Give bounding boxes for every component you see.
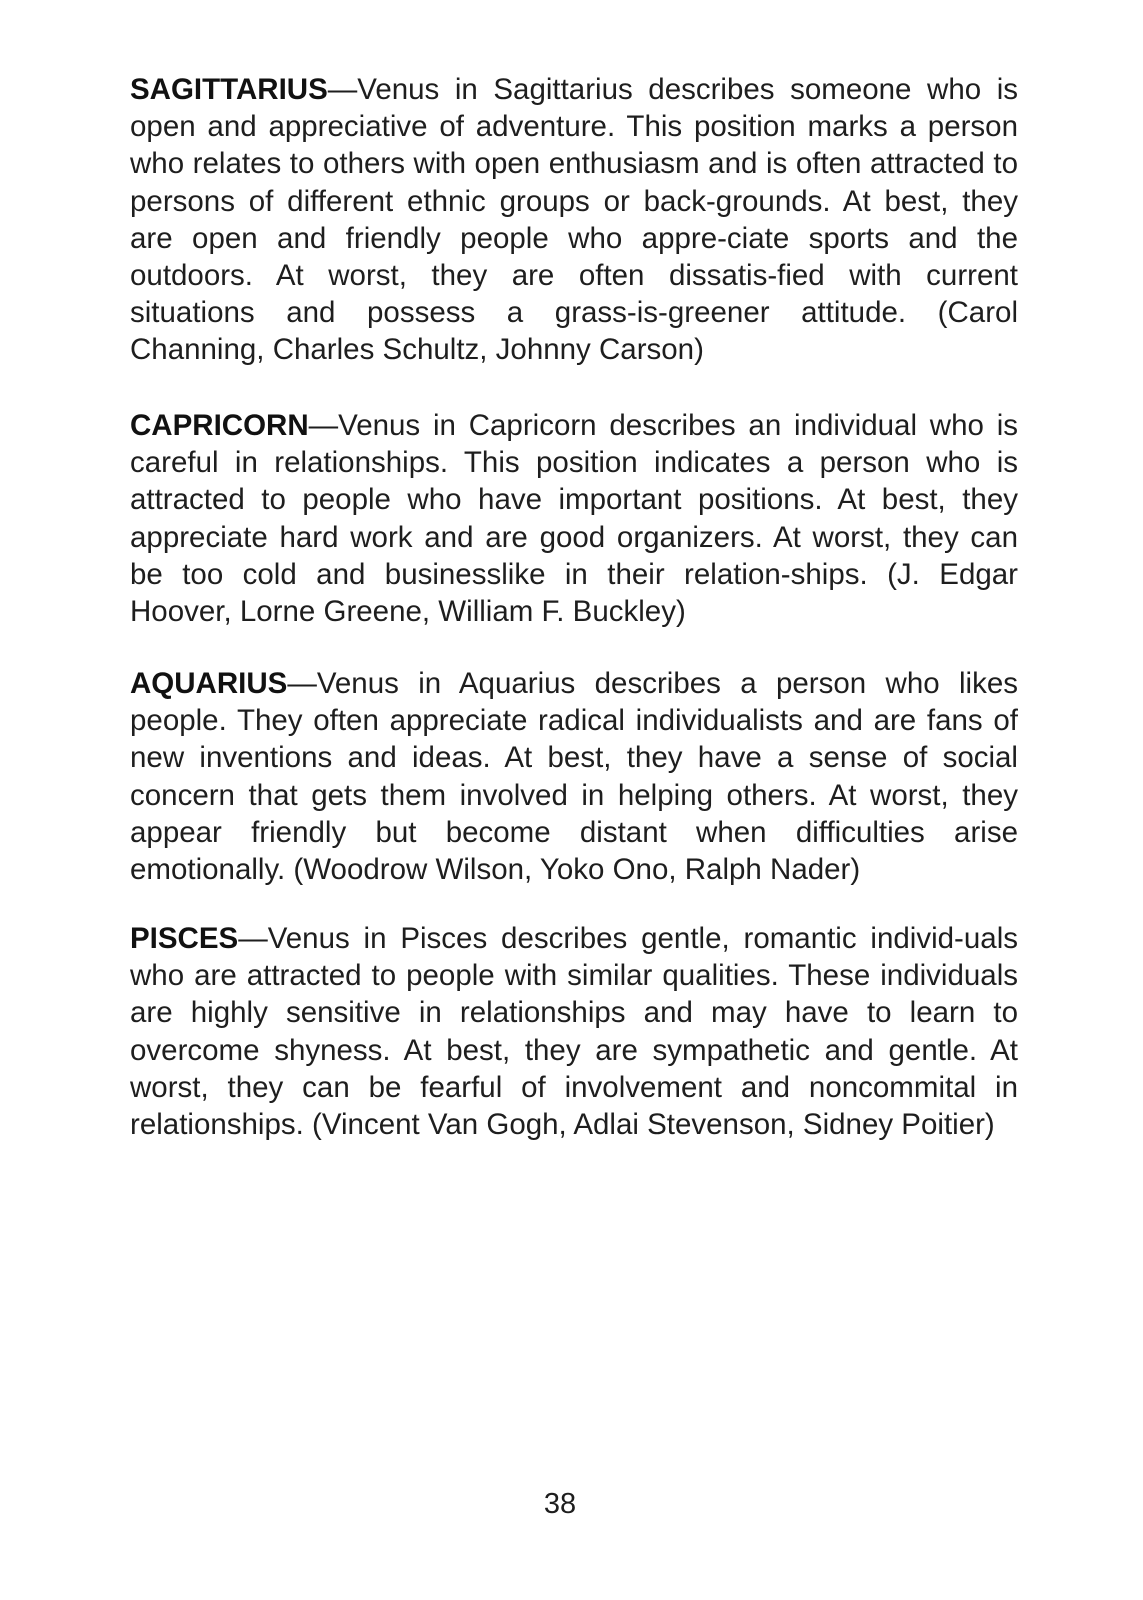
pisces-paragraph bbox=[130, 920, 1018, 1143]
aquarius-paragraph bbox=[130, 665, 1018, 888]
em-dash: — bbox=[308, 409, 339, 442]
sign-heading-aquarius: AQUARIUS bbox=[130, 667, 288, 700]
page-number: 38 bbox=[543, 1488, 577, 1520]
capricorn-paragraph bbox=[130, 407, 1018, 630]
sagittarius-paragraph bbox=[130, 71, 1018, 369]
em-dash: — bbox=[327, 73, 358, 106]
paragraph-text: Venus in Sagittarius describes someone who is open and appreciative of adventure. This position marks a person who relates to others with open enthusiasm and is often attracted to persons of different ethnic groups or back-grounds. At best, they are open and friendly people who appre-ciate sports and the outdoors. At worst, they are often dissatis-fied with current situations and possess a grass-is-greener attitude. (Carol Channing, Charles Schultz, Johnny Carson) bbox=[130, 73, 1018, 367]
em-dash: — bbox=[287, 667, 317, 700]
sign-heading-pisces: PISCES bbox=[130, 922, 239, 955]
paragraph-text: Venus in Pisces describes gentle, romantic individ-uals who are attracted to people with similar qualities. These individuals are highly sensitive in relationships and may have to learn to overcome shyness. At best, they are sympathetic and gentle. At worst, they can be fearful of involvement and noncommital in relationships. (Vincent Van Gogh, Adlai Stevenson, Sidney Poitier) bbox=[130, 922, 1018, 1142]
em-dash: — bbox=[238, 922, 268, 955]
sign-heading-capricorn: CAPRICORN bbox=[130, 409, 309, 442]
sign-heading-sagittarius: SAGITTARIUS bbox=[130, 73, 328, 106]
paragraph-text: Venus in Aquarius describes a person who likes people. They often appreciate radical individualists and are fans of new inventions and ideas. At best, they have a sense of social concern that gets them involved in helping others. At worst, they appear friendly but become distant when difficulties arise emotionally. (Woodrow Wilson, Yoko Ono, Ralph Nader) bbox=[130, 667, 1018, 887]
paragraph-text: Venus in Capricorn describes an individual who is careful in relationships. This position indicates a person who is attracted to people who have important positions. At best, they appreciate hard work and are good organizers. At worst, they can be too cold and businesslike in their relation-ships. (J. Edgar Hoover, Lorne Greene, William F. Buckley) bbox=[130, 409, 1018, 629]
